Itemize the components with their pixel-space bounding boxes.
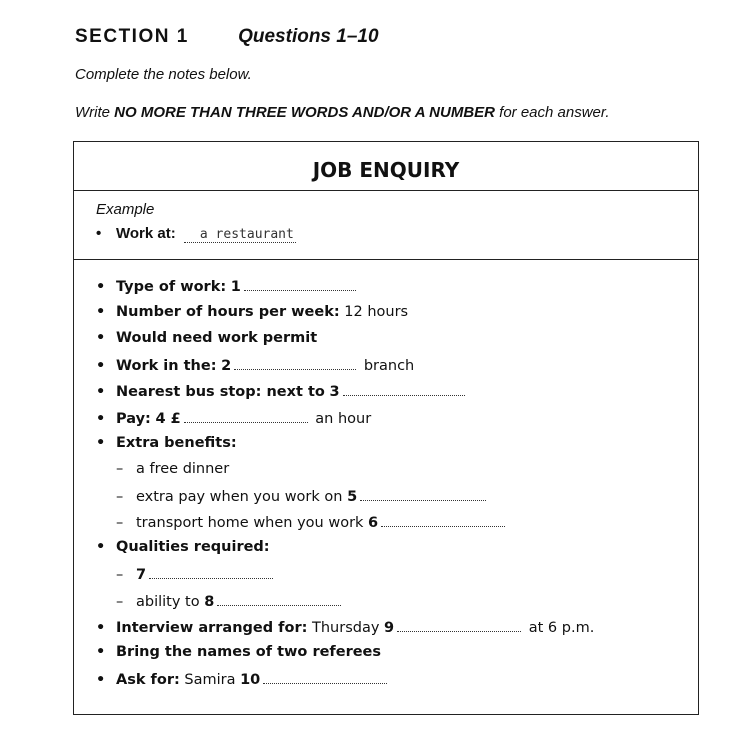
questions-range: Questions 1–10 [238, 26, 379, 47]
example-section [74, 190, 698, 260]
answer-blank-8[interactable] [217, 592, 341, 606]
example-label: Example [96, 201, 155, 218]
example-item: • Work at: a restaurant [96, 225, 294, 242]
answer-blank-3[interactable] [343, 382, 465, 396]
answer-blank-6[interactable] [381, 513, 505, 527]
example-answer: a restaurant [184, 227, 296, 243]
quality-ability: – ability to 8 [116, 592, 344, 610]
instruction-complete-notes: Complete the notes below. [75, 66, 252, 83]
section-label: SECTION 1 [75, 26, 189, 47]
item-pay: • Pay: 4 £ an hour [96, 411, 372, 427]
instruction-word-limit: Write NO MORE THAN THREE WORDS AND/OR A NUMBER for each answer. [75, 104, 610, 121]
answer-blank-1[interactable] [244, 277, 356, 291]
item-bus-stop: • Nearest bus stop: next to 3 [96, 382, 468, 400]
item-hours: • Number of hours per week: 12 hours [96, 304, 409, 320]
benefit-transport-home: – transport home when you work 6 [116, 513, 508, 531]
form-title: JOB ENQUIRY [74, 142, 698, 191]
item-ask-for: • Ask for: Samira 10 [96, 670, 390, 688]
notes-box [73, 141, 699, 715]
item-permit: • Would need work permit [96, 330, 318, 346]
answer-blank-7[interactable] [149, 565, 273, 579]
benefit-extra-pay: – extra pay when you work on 5 [116, 487, 489, 505]
section-header [75, 26, 379, 48]
item-interview: • Interview arranged for: Thursday 9 at 6 p.m. [96, 620, 595, 636]
item-qualities: • Qualities required: [96, 539, 270, 555]
answer-blank-5[interactable] [360, 487, 486, 501]
item-benefits: • Extra benefits: [96, 435, 237, 451]
item-work-in: • Work in the: 2 branch [96, 358, 415, 374]
answer-blank-9[interactable] [397, 618, 521, 632]
answer-blank-2[interactable] [234, 356, 356, 370]
item-type-of-work: • Type of work: 1 [96, 277, 359, 295]
answer-blank-10[interactable] [263, 670, 387, 684]
benefit-free-dinner: – a free dinner [116, 461, 230, 477]
answer-blank-4[interactable] [184, 409, 308, 423]
item-referees: • Bring the names of two referees [96, 644, 382, 660]
quality-blank-7: – 7 [116, 565, 276, 583]
